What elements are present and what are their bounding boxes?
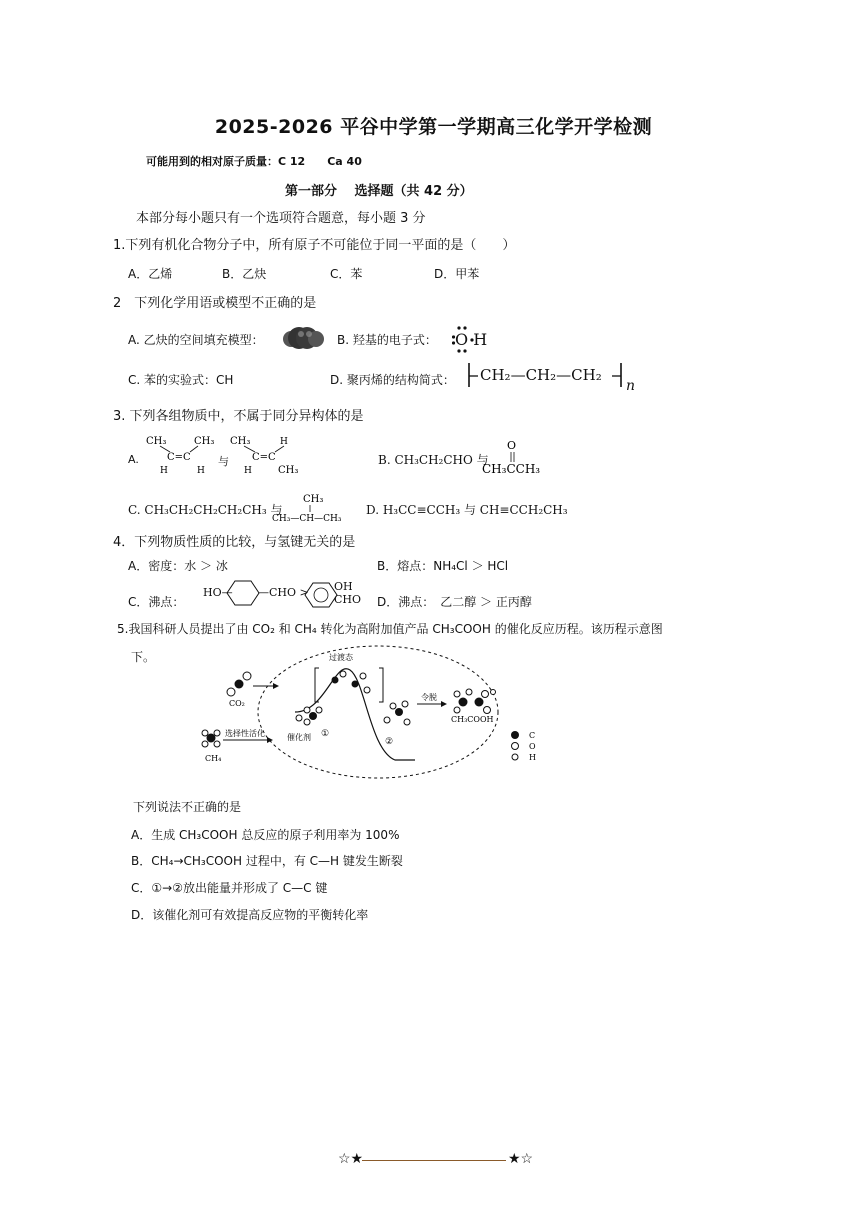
struct-group: C=C <box>167 452 191 463</box>
q5-option-d: D．该催化剂可有效提高反应物的平衡转化率 <box>131 908 369 922</box>
q5-stem-line2: 下。 <box>131 650 156 664</box>
q4-option-c: C．沸点： <box>128 595 185 609</box>
struct-group: H <box>244 466 252 474</box>
struct-group: CH₃ <box>230 436 251 447</box>
q4-c-cho: CHO <box>334 593 362 606</box>
benzene-ring-icon <box>304 580 338 610</box>
right-bracket-icon <box>612 360 624 390</box>
q2-option-d: D. 聚丙烯的结构简式： <box>330 373 455 387</box>
struct-group: H <box>160 466 168 474</box>
q1-option-a: A．乙烯 <box>128 267 173 281</box>
q3-option-d: D. H₃CC≡CCH₃ 与 CH≡CCH₂CH₃ <box>366 503 568 517</box>
q3-a-and: 与 <box>218 455 229 468</box>
trans-2-butene-structure <box>228 430 308 474</box>
q5-stem-line1: 5.我国科研人员提出了由 CO₂ 和 CH₄ 转化为高附加值产品 CH₃COOH 的催化反应历程。该历程示意图 <box>117 622 663 636</box>
q2-option-b: B. 羟基的电子式： <box>337 333 437 347</box>
struct-group: CH₃ <box>146 436 167 447</box>
legend <box>511 731 536 762</box>
q3-a-label: A. <box>128 453 139 466</box>
struct-group: H <box>280 437 288 447</box>
q4-option-d: D．沸点： 乙二醇 ＞ 正丙醇 <box>377 595 532 609</box>
q3-option-c: C. CH₃CH₂CH₂CH₂CH₃ 与 <box>128 503 283 517</box>
struct-group: C=C <box>252 452 276 463</box>
acetone-structure <box>480 436 544 478</box>
legend-c: C <box>529 731 536 740</box>
struct-group: CH₃ <box>303 494 324 505</box>
struct-group: O <box>507 439 517 452</box>
reaction-mechanism-diagram <box>195 640 555 780</box>
footer-right-stars: ★☆ <box>508 1151 534 1167</box>
q3-option-b: B. CH₃CH₂CHO 与 <box>378 453 489 467</box>
q4-stem: 4．下列物质性质的比较，与氢键无关的是 <box>113 535 356 550</box>
struct-group: CH₃ <box>194 436 215 447</box>
footer-left-stars: ☆★ <box>338 1151 364 1167</box>
struct-group: CH₃CCH₃ <box>482 462 541 476</box>
co2-molecule-icon <box>227 672 251 696</box>
acetic-acid-molecule-icon <box>454 689 496 714</box>
legend-h: H <box>529 753 536 762</box>
q2-option-a: A. 乙炔的空间填充模型： <box>128 333 264 347</box>
q4-option-a: A．密度：水 ＞ 冰 <box>128 559 228 573</box>
step2-label: ② <box>385 737 394 747</box>
q1-option-c: C．苯 <box>330 267 363 281</box>
selective-activation-label: 选择性活化 <box>225 729 265 738</box>
catalyst-label: 催化剂 <box>287 733 311 742</box>
cis-2-butene-structure <box>140 430 220 474</box>
page-title: 2025-2026 平谷中学第一学期高三化学开学检测 <box>214 116 653 138</box>
q4-c-oh: OH <box>334 580 353 593</box>
transition-state-label: 过渡态 <box>329 653 353 662</box>
struct-group: CH₃—CH—CH₃ <box>272 514 342 524</box>
section-instruction: 本部分每小题只有一个选项符合题意，每小题 3 分 <box>136 211 426 226</box>
isopentane-structure <box>270 490 350 524</box>
q3-stem: 3. 下列各组物质中，不属于同分异构体的是 <box>113 409 364 424</box>
q4-c-right-group: —CHO > <box>258 586 309 599</box>
polymer-degree: n <box>626 378 636 394</box>
ch4-molecule-icon <box>202 730 220 747</box>
desorption-label: 令脱 <box>421 693 437 702</box>
q2-stem: 2 下列化学用语或模型不正确的是 <box>113 296 317 311</box>
struct-group: CH₃ <box>278 465 299 474</box>
struct-group: H <box>197 466 205 474</box>
section-title: 第一部分 选择题（共 42 分） <box>285 184 473 199</box>
q1-option-b: B．乙炔 <box>222 267 267 281</box>
q2-option-c: C. 苯的实验式：CH <box>128 373 234 387</box>
q1-stem: 1.下列有机化合物分子中，所有原子不可能位于同一平面的是（ ） <box>113 238 516 253</box>
q4-option-b: B．熔点：NH₄Cl ＞ HCl <box>377 559 509 573</box>
legend-o: O <box>529 742 536 751</box>
q1-option-d: D．甲苯 <box>434 267 480 281</box>
hydroxyl-formula-text: O H <box>455 330 488 349</box>
atomic-mass-note: 可能用到的相对原子质量：C 12 Ca 40 <box>146 155 362 168</box>
hydroxyl-electron-formula <box>452 325 500 357</box>
co2-label: CO₂ <box>229 699 245 708</box>
acetylene-spacefill-model <box>281 322 325 356</box>
q5-option-b: B．CH₄→CH₃COOH 过程中，有 C—H 键发生断裂 <box>131 854 403 868</box>
q5-prompt: 下列说法不正确的是 <box>133 800 242 814</box>
benzene-ring-icon <box>226 578 260 608</box>
q4-c-left-group: HO— <box>203 586 233 599</box>
polypropylene-formula: CH₂—CH₂—CH₂ <box>480 366 602 384</box>
product-label: CH₃COOH <box>451 715 494 724</box>
footer-divider <box>362 1160 506 1161</box>
q5-option-c: C．①→②放出能量并形成了 C—C 键 <box>131 881 328 895</box>
q5-option-a: A．生成 CH₃COOH 总反应的原子利用率为 100% <box>131 828 400 842</box>
ch4-label: CH₄ <box>205 754 222 763</box>
step1-label: ① <box>321 729 330 739</box>
left-bracket-icon <box>466 360 478 390</box>
